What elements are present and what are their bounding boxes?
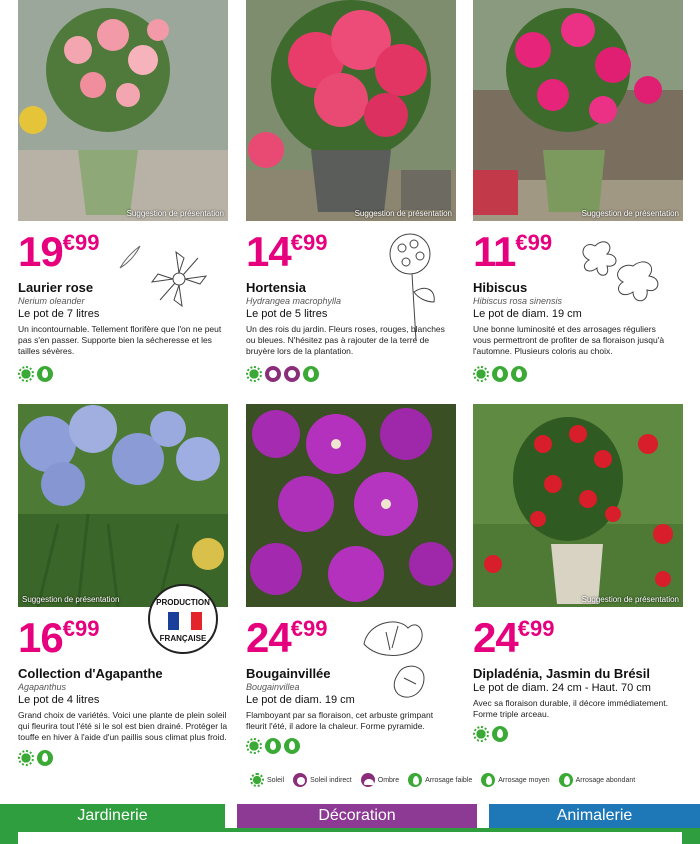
- latin-name: Hydrangea macrophylla: [246, 296, 342, 306]
- water-drop-icon: [481, 773, 495, 787]
- latin-name: Bougainvillea: [246, 682, 300, 692]
- suggestion-label: Suggestion de présentation: [22, 595, 120, 604]
- suggestion-label: Suggestion de présentation: [581, 209, 679, 218]
- pot-size: Le pot de diam. 19 cm: [473, 308, 582, 320]
- description: Un des rois du jardin. Fleurs roses, rouges, blanches ou bleues. N'hésitez pas à rajouter de la terre de bruyère lors de la plantation.: [246, 324, 445, 356]
- care-icons: [473, 366, 527, 382]
- french-flag-icon: [168, 612, 202, 630]
- bottom-panel: [18, 832, 682, 844]
- care-icons: [473, 726, 508, 742]
- water-drop-icon: [37, 366, 53, 382]
- pot-size: Le pot de 7 litres: [18, 308, 100, 320]
- product-photo: [473, 404, 683, 607]
- product-name: Laurier rose: [18, 280, 94, 295]
- leaf-sketch-icon: [118, 244, 142, 270]
- pot-size: Le pot de diam. 24 cm - Haut. 70 cm: [473, 682, 651, 694]
- product-name: Hibiscus: [473, 280, 528, 295]
- price: 19€99: [18, 228, 100, 275]
- water-drop-icon: [303, 366, 319, 382]
- tab-decoration[interactable]: Décoration: [237, 804, 477, 828]
- suggestion-label: Suggestion de présentation: [126, 209, 224, 218]
- half-shade-icon: [284, 366, 300, 382]
- price: 14€99: [246, 228, 328, 275]
- description: Avec sa floraison durable, il décore immédiatement. Forme triple arceau.: [473, 698, 668, 719]
- legend-item: Ombre: [361, 773, 399, 787]
- care-icons: [18, 366, 53, 382]
- pot-size: Le pot de diam. 19 cm: [246, 694, 355, 706]
- description: Un incontournable. Tellement florifère que l'on ne peut pas s'en passer. Supporte bien la sécheresse et les tailles sévères.: [18, 324, 222, 356]
- flower-sketch-icon: [148, 248, 210, 310]
- care-icons: [18, 750, 53, 766]
- product-name: Hortensia: [246, 280, 306, 295]
- pot-size: Le pot de 4 litres: [18, 694, 100, 706]
- care-icons: [246, 738, 300, 754]
- water-drop-icon: [492, 726, 508, 742]
- product-photo: [18, 404, 228, 607]
- half-shade-icon: [293, 773, 307, 787]
- legend-item: Soleil indirect: [293, 773, 352, 787]
- water-drop-icon: [511, 366, 527, 382]
- product-name: Dipladénia, Jasmin du Brésil: [473, 666, 650, 681]
- water-drop-icon: [265, 738, 281, 754]
- price: 24€99: [246, 614, 328, 661]
- sun-icon: [473, 726, 489, 742]
- sun-icon: [473, 366, 489, 382]
- product-card-bougainvillee[interactable]: [246, 404, 456, 774]
- latin-name: Hibiscus rosa sinensis: [473, 296, 563, 306]
- tab-animalerie[interactable]: Animalerie: [489, 804, 700, 828]
- product-photo: [246, 0, 456, 221]
- half-shade-icon: [265, 366, 281, 382]
- water-drop-icon: [37, 750, 53, 766]
- tab-jardinerie[interactable]: Jardinerie: [0, 804, 225, 828]
- shade-icon: [361, 773, 375, 787]
- product-card-hibiscus[interactable]: [473, 0, 683, 400]
- product-photo: [246, 404, 456, 607]
- production-francaise-badge: PRODUCTION FRANÇAISE: [148, 584, 218, 654]
- category-tabs: [0, 804, 700, 828]
- legend-item: Arrosage moyen: [481, 773, 549, 787]
- water-drop-icon: [408, 773, 422, 787]
- water-drop-icon: [492, 366, 508, 382]
- suggestion-label: Suggestion de présentation: [581, 595, 679, 604]
- description: Une bonne luminosité et des arrosages réguliers vous permettront de profiter de sa floraison jusqu'à l'automne. Plusieurs coloris au choix.: [473, 324, 665, 356]
- latin-name: Nerium oleander: [18, 296, 85, 306]
- sun-icon: [18, 366, 34, 382]
- description: Grand choix de variétés. Voici une plante de plein soleil qui fleurira tout l'été si le sol est bien drainé. Protéger la touffe en hiver à l'aide d'un paillis sous climat plus froid.: [18, 710, 228, 742]
- sun-icon: [246, 366, 262, 382]
- product-name: Bougainvillée: [246, 666, 331, 681]
- product-photo: [18, 0, 228, 221]
- price: 16€99: [18, 614, 100, 661]
- price: 24€99: [473, 614, 555, 661]
- product-name: Collection d'Agapanthe: [18, 666, 163, 681]
- bougainvillea-sketch-icon: [358, 614, 430, 704]
- water-drop-icon: [284, 738, 300, 754]
- legend-item: Arrosage abondant: [559, 773, 636, 787]
- sun-icon: [18, 750, 34, 766]
- product-card-hortensia[interactable]: [246, 0, 456, 400]
- product-card-dipladenia[interactable]: [473, 404, 683, 774]
- product-card-laurier[interactable]: [18, 0, 228, 400]
- suggestion-label: Suggestion de présentation: [354, 209, 452, 218]
- product-photo: [473, 0, 683, 221]
- hibiscus-sketch-icon: [575, 236, 665, 306]
- product-card-agapanthe[interactable]: [18, 404, 228, 774]
- sun-icon: [250, 773, 264, 787]
- legend-item: Soleil: [250, 773, 284, 787]
- care-legend: [250, 772, 635, 788]
- legend-item: Arrosage faible: [408, 773, 472, 787]
- description: Flamboyant par sa floraison, cet arbuste grimpant fleurit l'été, il adore la chaleur. Forme pyramide.: [246, 710, 434, 731]
- price: 11€99: [473, 228, 553, 275]
- care-icons: [246, 366, 319, 382]
- sun-icon: [246, 738, 262, 754]
- water-drop-icon: [559, 773, 573, 787]
- pot-size: Le pot de 5 litres: [246, 308, 328, 320]
- latin-name: Agapanthus: [18, 682, 67, 692]
